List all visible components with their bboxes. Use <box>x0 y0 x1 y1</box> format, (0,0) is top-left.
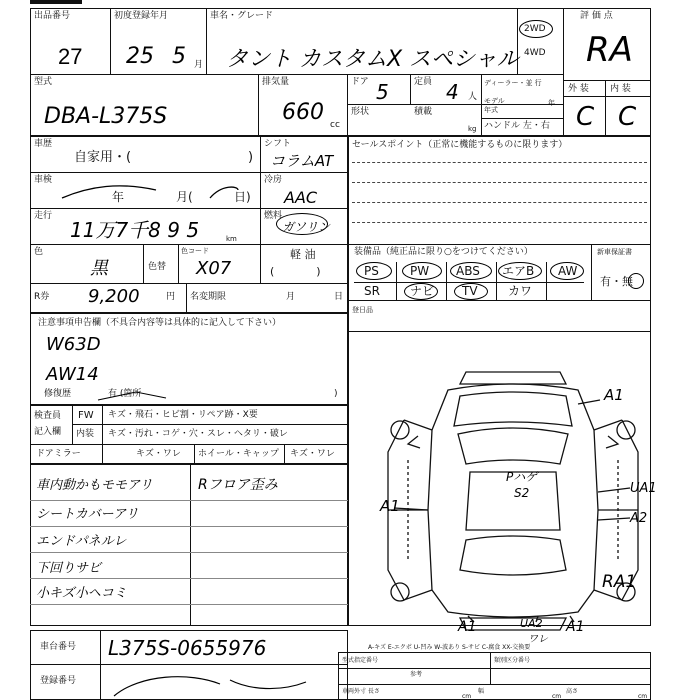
remark-3: エンドパネルレ <box>36 534 127 549</box>
exterior-value: C <box>576 102 595 132</box>
selling-points-box <box>348 136 651 332</box>
equip-navi: ナビ <box>410 284 435 298</box>
mileage-value: 11万7千8 9 5 <box>70 218 200 242</box>
footer-r1: 型式指定番号 <box>342 657 379 664</box>
top-mark <box>30 0 82 4</box>
warranty-circle <box>628 273 644 289</box>
name-grade-label: 車名・グレード <box>210 11 274 21</box>
history-value: 自家用・( <box>74 150 132 165</box>
remark-2: シートカバーアリ <box>36 507 139 522</box>
drive-2wd: 2WD <box>524 24 546 34</box>
first-reg-month: 5 <box>172 44 186 69</box>
model-year-label: モデル年式 <box>484 97 505 114</box>
equipment-label: 装備品（純正品に限り○をつけてください） <box>354 247 533 257</box>
displacement-unit: cc <box>330 120 340 130</box>
equip-pw: PW <box>410 264 430 278</box>
mark-a1-rear-right: A1 <box>566 619 585 635</box>
mark-ua2-rear: UA2 <box>520 617 543 630</box>
mark-a2: A2 <box>630 511 648 526</box>
footer-r2: 類別区分番号 <box>494 657 531 664</box>
fuel-value: ガソリン <box>282 220 331 234</box>
diesel-label: 軽 油 <box>290 248 316 261</box>
inspection-year: 年 <box>112 190 125 204</box>
interior-label: 内 装 <box>610 84 631 94</box>
equip-leather: カワ <box>508 284 533 298</box>
repair-value: 有 (箇所 <box>108 389 142 399</box>
mark-a1-left: A1 <box>380 497 400 515</box>
capacity-label: 定員 <box>414 77 433 87</box>
kg-unit: kg <box>468 125 477 133</box>
expiry-label: 名変期限 <box>190 292 227 302</box>
interior-row-label: 内装 <box>76 429 95 439</box>
footer-cm-1: cm <box>462 693 472 700</box>
doors-value: 5 <box>376 80 389 104</box>
color-label: 色 <box>34 247 44 257</box>
notes-line1: W63D <box>46 334 101 355</box>
register-scribble <box>110 670 310 700</box>
mark-roof-s: S2 <box>514 486 530 500</box>
inspector-label-1: 検査員 <box>34 411 62 421</box>
equip-aw: AW <box>558 264 578 278</box>
grade-label: 評 価 点 <box>580 11 613 21</box>
km-unit: km <box>226 235 237 243</box>
equip-tv-circle <box>454 283 488 300</box>
equip-ps: PS <box>364 264 379 278</box>
repair-close: ) <box>334 389 338 399</box>
color-code-value: X07 <box>196 258 232 279</box>
registration-date-label: 登日品 <box>352 306 373 314</box>
interior-row-items: キズ・汚れ・コゲ・穴・スレ・ヘタリ・破レ <box>108 429 288 439</box>
repair-label: 修復歴 <box>44 389 72 399</box>
model-value: DBA-L375S <box>44 104 168 129</box>
yen-unit: 円 <box>166 292 176 302</box>
remark-5: 小キズ小ヘコミ <box>36 586 127 601</box>
first-reg-label: 初度登録年月 <box>114 11 169 21</box>
footer-cm-2: cm <box>552 693 562 700</box>
dealer-label: ディーラー・並 行 <box>484 79 542 87</box>
mark-roof-note: Pハゲ <box>506 470 538 484</box>
mark-a1-front-right: A1 <box>604 386 624 404</box>
handle-label: ハンドル 左・右 <box>484 121 550 131</box>
notes-label: 注意事項申告欄（不具合内容等は具体的に記入して下さい） <box>38 318 282 328</box>
mark-a1-rear-left: A1 <box>458 619 477 635</box>
mark-ua1: UA1 <box>630 481 657 496</box>
color-value: 黒 <box>90 258 108 279</box>
capacity-unit: 人 <box>468 92 478 102</box>
fw-items: キズ・飛石・ヒビ割・リペア跡・X要 <box>108 410 258 420</box>
shift-label: シフト <box>264 139 292 149</box>
notes-line2: AW14 <box>46 364 99 385</box>
color-change-label: 色替 <box>148 262 167 272</box>
damage-legend: A-キズ E-エクボ U-凹み W-波あり S-サビ C-腐食 XX-交換要 <box>368 644 531 651</box>
mark-rear-wr: ワレ <box>528 634 548 645</box>
equip-ps-circle <box>356 262 392 280</box>
capacity-value: 4 <box>446 80 459 104</box>
drive-4wd: 4WD <box>524 48 546 58</box>
model-label: 型式 <box>34 77 53 87</box>
equip-abs: ABS <box>456 264 480 278</box>
mileage-label: 走行 <box>34 211 53 221</box>
history-close: ) <box>248 150 254 165</box>
fuel-circle <box>276 213 331 235</box>
equip-abs-circle <box>450 262 492 280</box>
color-code-label: 色コード <box>181 247 209 255</box>
inspection-strike <box>60 180 240 200</box>
chassis-label: 車台番号 <box>40 642 77 652</box>
expiry-month: 月 <box>286 292 296 302</box>
grade-value: RA <box>586 30 633 70</box>
month-unit: 月 <box>194 60 204 70</box>
warranty-value: 有・無 <box>600 275 633 288</box>
wheel-items: キズ・ワレ <box>290 449 335 459</box>
remark-4: 下回りサビ <box>36 561 102 576</box>
ac-label: 冷房 <box>264 175 283 185</box>
repair-strike <box>96 388 186 404</box>
inspection-label: 車検 <box>34 175 53 185</box>
equip-tv: TV <box>462 284 478 298</box>
inspector-label-2: 記入欄 <box>34 427 62 437</box>
interior-value: C <box>618 102 637 132</box>
fw-label: FW <box>78 410 94 421</box>
footer-r4: 車両外寸 長さ <box>342 688 380 695</box>
mirror-label: ドアミラー <box>36 449 81 459</box>
remark-right: Rフロア歪み <box>198 477 278 493</box>
inspection-month: 月( <box>176 190 193 204</box>
footer-cm-3: cm <box>638 693 648 700</box>
exterior-label: 外 装 <box>568 84 589 94</box>
equip-sr: SR <box>364 284 380 298</box>
drive-2wd-circle <box>519 20 553 38</box>
equip-pw-circle <box>402 262 442 280</box>
doors-label: ドア <box>351 77 369 87</box>
year-unit: 年 <box>548 99 555 107</box>
recycle-label: R券 <box>34 292 50 302</box>
chassis-value: L375S-0655976 <box>108 636 267 660</box>
displacement-label: 排気量 <box>262 77 290 87</box>
footer-r5: 幅 <box>478 688 485 695</box>
name-grade-value: タント カスタムX スペシャル <box>226 47 519 72</box>
recycle-value: 9,200 <box>88 286 140 307</box>
lot-label: 出品番号 <box>34 11 71 21</box>
mirror-items: キズ・ワレ <box>136 449 181 459</box>
history-label: 車歴 <box>34 139 53 149</box>
equip-navi-circle <box>404 283 438 300</box>
wheel-label: ホイール・キャップ <box>198 449 279 459</box>
shape-label: 形状 <box>351 107 370 117</box>
fuel-label: 燃料 <box>264 211 283 221</box>
selling-points-label: セールスポイント（正常に機能するものに限ります） <box>352 140 568 150</box>
first-reg-year: 25 <box>126 44 154 69</box>
equip-airbag-circle <box>498 262 542 280</box>
footer-r3: 参考 <box>410 671 423 678</box>
diesel-paren: ( ) <box>270 265 321 278</box>
remark-1: 車内動かもモモアリ <box>36 478 153 493</box>
lot-value: 27 <box>58 44 83 69</box>
ac-value: AAC <box>284 188 318 207</box>
footer-r6: 高さ <box>566 688 579 695</box>
expiry-day: 日 <box>334 292 344 302</box>
equip-aw-circle <box>550 262 584 280</box>
new-warranty-label: 新車保証書 <box>597 248 632 256</box>
mark-ra1: RA1 <box>602 572 637 592</box>
shift-value: コラムAT <box>270 152 334 170</box>
register-label: 登録番号 <box>40 676 77 686</box>
displacement-value: 660 <box>282 100 324 125</box>
inspection-day: 日) <box>234 190 251 204</box>
load-label: 積載 <box>414 107 433 117</box>
equip-airbag: エアB <box>502 264 535 278</box>
